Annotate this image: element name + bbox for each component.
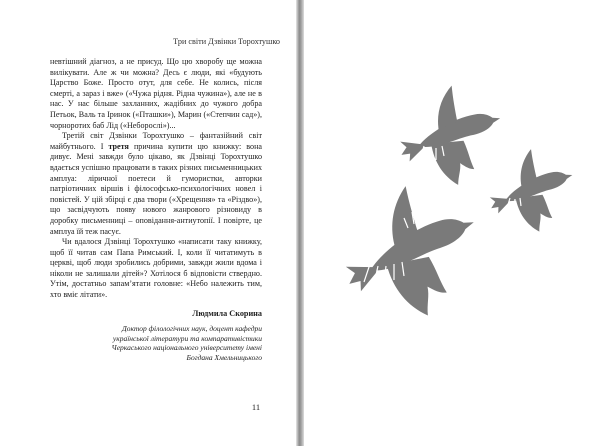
paragraph-2: Третій світ Дзвінки Торохтушко – фантазійний світ майбутнього. І третя причина купити цю книжку: вона дивує. Мені завжди було цікаво, як Дзвінці Торохтушко вдається успішно працювати в таких різних письменницьких амплуа: ліричної поетеси й гумористки, авторки патріотичних віршів і філософсько-психологічних новел і повістей. У цій збірці є два твори («Хрещення» та «Різдво»), що засвідчують появу нового жанрового різновиду в доробку письменниці – оповідання-антиутопії. І повірте, це амплуа їй теж пасує.	[50, 131, 262, 236]
author-signature: Людмила Скорина	[192, 309, 262, 318]
left-page	[0, 0, 296, 446]
book-gutter	[296, 0, 304, 446]
bird-top	[386, 74, 516, 198]
body-text	[50, 57, 262, 301]
paragraph-3: Чи вдалося Дзвінці Торохтушко «написати таку книжку, щоб її читав сам Папа Римський. І, коли її читатимуть в церкві, щоб люди зробились добрими, завжди жили вдома і ніколи не залишали дітей»? Хотілося б відповісти ствердно. Утім, достатньо запам’ятати головне: «Небо належить тим, хто вміє літати».	[50, 237, 262, 300]
right-page	[304, 0, 600, 446]
emphasis-third: третя	[108, 141, 129, 151]
page-number: 11	[251, 402, 261, 412]
paragraph-1: невтішний діагноз, а не присуд. Що цю хворобу ще можна вилікувати. Але ж чи можна? Десь є люди, які «будують Царство Боже. Просто отут, для себе. Не колись, після смерті, а зараз і вже» («Чужа рідня. Рідна чужина»), але не в нас. У нас більше захланних, жадібних до чужого добра Петьок, Валь та Іринок («Пташки»), Марин («Степчин сад»), чорноротих баб Лід («Неборослі»)...	[50, 57, 262, 130]
author-affiliation: Доктор філологічних наук, доцент кафедри української літератури та компаративістики Черкаського національного університету імені Богдана Хмельницького	[111, 324, 262, 362]
bird-right	[477, 139, 587, 245]
bird-bottom	[322, 167, 500, 340]
birds-illustration	[304, 0, 600, 446]
running-head: Три світи Дзвінки Торохтушко	[173, 37, 280, 46]
